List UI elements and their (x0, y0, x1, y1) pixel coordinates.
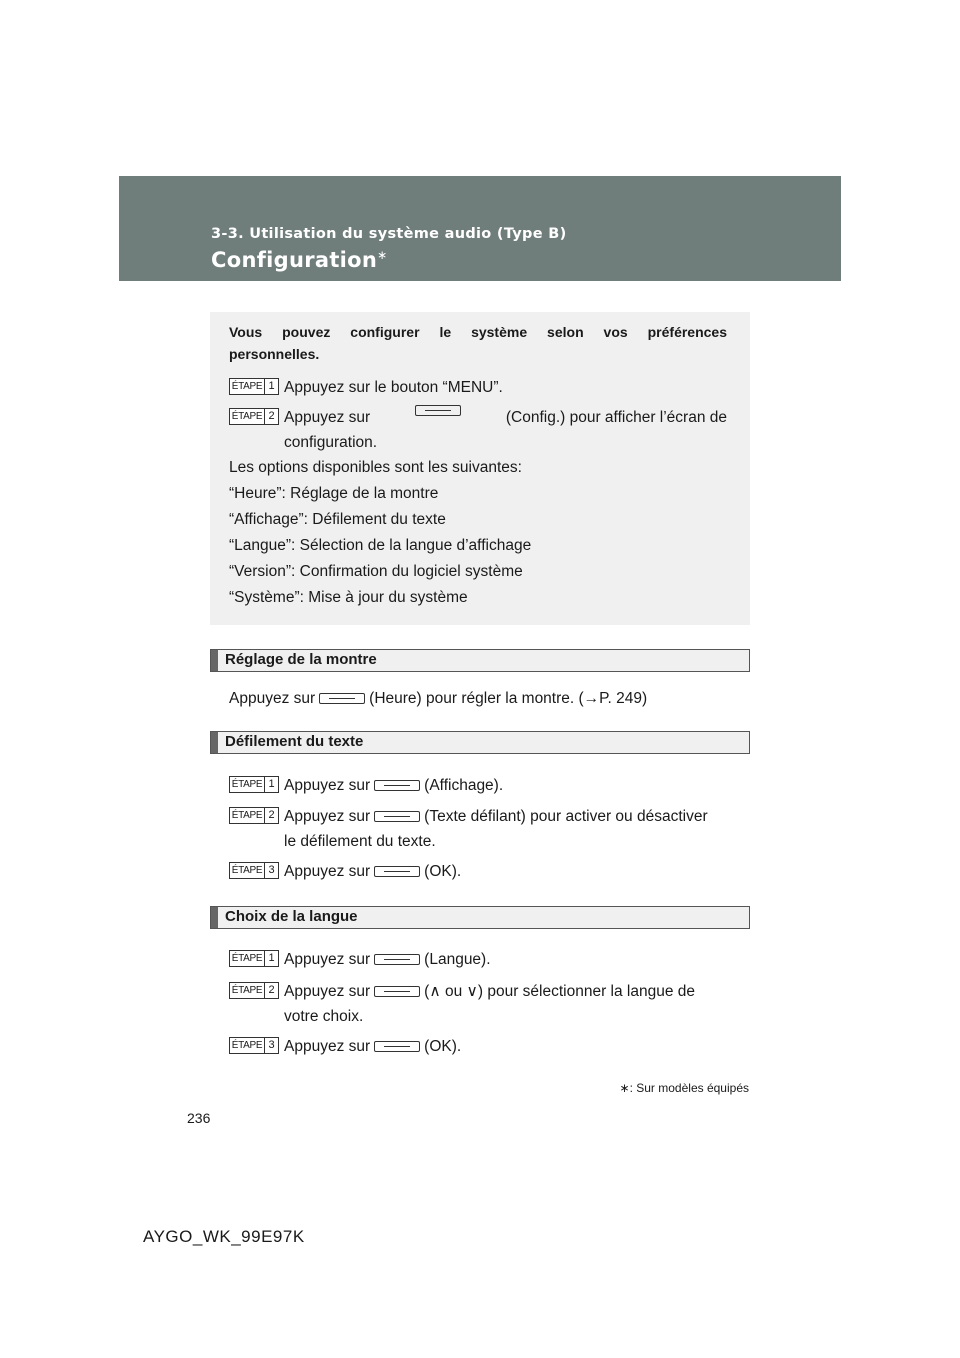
page-number: 236 (187, 1110, 211, 1126)
intro-lead-line2: personnelles. (229, 346, 320, 362)
asterisk-mark: ∗ (377, 248, 388, 262)
document-code: AYGO_WK_99E97K (143, 1227, 305, 1246)
intro-line: “Langue”: Sélection de la langue d’affichage (229, 537, 532, 554)
scroll-step-3: ÉTAPE 3 Appuyez sur (OK). (229, 859, 749, 884)
intro-lead-line1: Vous pouvez configurer le système selon vos préférences (229, 324, 727, 340)
intro-line: “Système”: Mise à jour du système (229, 589, 468, 606)
language-step-2: ÉTAPE 2 Appuyez sur (∧ ou ∨) pour sélectionner la langue de votre choix. (229, 979, 749, 1029)
intro-line: “Heure”: Réglage de la montre (229, 485, 439, 502)
step-badge: ÉTAPE 3 (229, 862, 279, 879)
page-title: Configuration∗ (211, 248, 388, 272)
scroll-text-button-icon (374, 811, 420, 822)
language-step-3: ÉTAPE 3 Appuyez sur (OK). (229, 1034, 749, 1059)
section-heading-scroll: Défilement du texte (210, 731, 750, 754)
language-step-1: ÉTAPE 1 Appuyez sur (Langue). (229, 947, 749, 972)
config-button-icon (415, 405, 461, 416)
step-badge: ÉTAPE 1 (229, 378, 279, 395)
display-button-icon (374, 780, 420, 791)
clock-instruction: Appuyez sur (Heure) pour régler la montre. (→P. 249) (229, 690, 648, 707)
section-label: 3-3. Utilisation du système audio (Type B) (211, 226, 567, 242)
intro-line: “Version”: Confirmation du logiciel système (229, 563, 523, 580)
intro-step-2: ÉTAPE 2 Appuyez sur (Config.) pour afficher l’écran de configuration. (229, 405, 729, 455)
intro-line: Les options disponibles sont les suivantes: (229, 459, 522, 476)
scroll-step-2: ÉTAPE 2 Appuyez sur (Texte défilant) pour activer ou désactiver le défilement du texte. (229, 804, 749, 854)
step-badge: ÉTAPE 1 (229, 950, 279, 967)
ok-button-icon (374, 1041, 420, 1052)
step-badge: ÉTAPE 2 (229, 982, 279, 999)
footnote: ∗: Sur modèles équipés (619, 1081, 749, 1095)
language-button-icon (374, 954, 420, 965)
step-badge: ÉTAPE 2 (229, 408, 279, 425)
intro-line: “Affichage”: Défilement du texte (229, 511, 446, 528)
intro-box (210, 312, 750, 625)
scroll-step-1: ÉTAPE 1 Appuyez sur (Affichage). (229, 773, 749, 798)
up-down-button-icon (374, 986, 420, 997)
step-badge: ÉTAPE 1 (229, 776, 279, 793)
hour-button-icon (319, 693, 365, 704)
section-heading-language: Choix de la langue (210, 906, 750, 929)
ok-button-icon (374, 866, 420, 877)
section-heading-clock: Réglage de la montre (210, 649, 750, 672)
chapter-header (119, 176, 841, 281)
step-badge: ÉTAPE 3 (229, 1037, 279, 1054)
step-badge: ÉTAPE 2 (229, 807, 279, 824)
intro-step-1: ÉTAPE 1 Appuyez sur le bouton “MENU”. (229, 375, 729, 400)
